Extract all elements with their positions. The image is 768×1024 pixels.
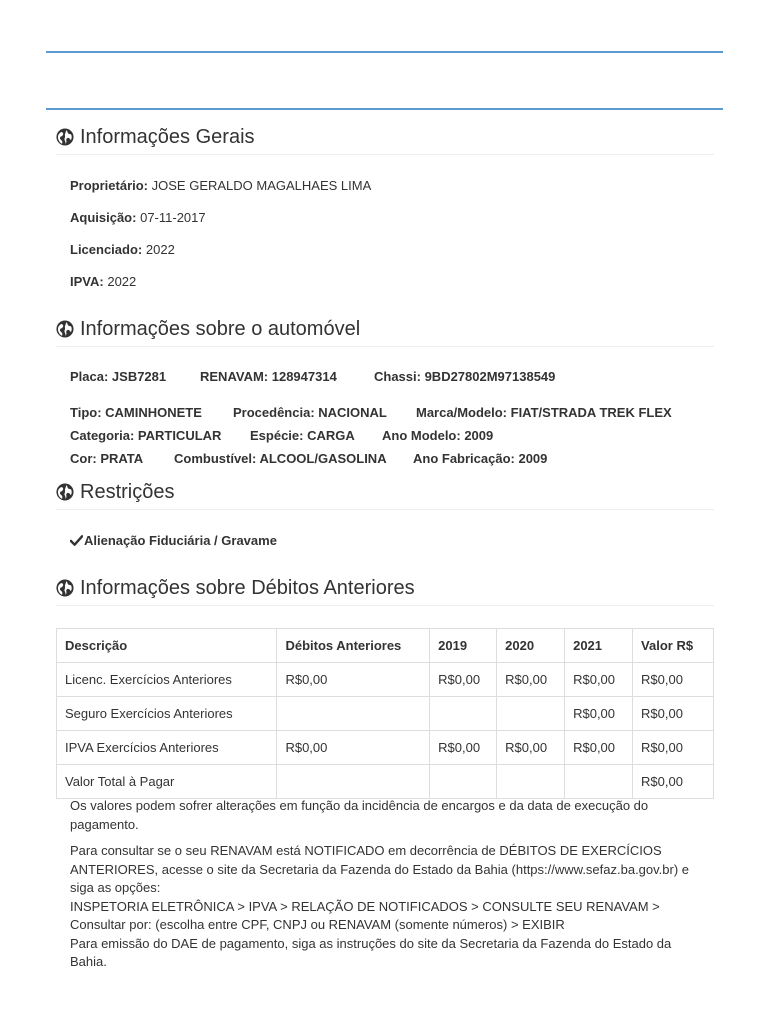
table-cell: R$0,00 [497, 663, 565, 697]
table-cell: R$0,00 [430, 731, 497, 765]
section-header-vehicle [56, 312, 714, 347]
note-paragraph [70, 842, 710, 972]
table-cell: R$0,00 [633, 765, 714, 799]
globe-icon [56, 320, 74, 338]
check-icon [70, 534, 83, 547]
column-header: Valor R$ [633, 629, 714, 663]
owner-field [70, 178, 371, 193]
table-row [57, 663, 714, 697]
table-cell [430, 765, 497, 799]
table-cell: Licenc. Exercícios Anteriores [57, 663, 277, 697]
categoria-value: Categoria: PARTICULAR [70, 428, 222, 443]
table-cell: R$0,00 [430, 663, 497, 697]
table-cell: R$0,00 [497, 731, 565, 765]
panel-top-border [46, 108, 723, 110]
section-title-restrictions: Restrições [80, 480, 175, 503]
ano-modelo-value: Ano Modelo: 2009 [382, 428, 494, 443]
ipva-label: IPVA: [70, 274, 104, 289]
globe-icon [56, 579, 74, 597]
ipva-field [70, 274, 136, 289]
renavam-value: RENAVAM: 128947314 [200, 369, 337, 384]
table-cell [277, 697, 430, 731]
combustivel-value: Combustível: ALCOOL/GASOLINA [174, 451, 387, 466]
note-line: Para emissão do DAE de pagamento, siga as instruções do site da Secretaria da Fazenda do Estado da Bahia. [70, 935, 672, 969]
note-line: INSPETORIA ELETRÔNICA > IPVA > RELAÇÃO DE NOTIFICADOS > CONSULTE SEU RENAVAM > Consultar por: (escolha entre CPF, CNPJ ou RENAVAM (somente números) > EXIBIR [70, 898, 660, 932]
table-cell [497, 765, 565, 799]
section-title-vehicle: Informações sobre o automóvel [80, 317, 361, 340]
note-paragraph: Os valores podem sofrer alterações em função da incidência de encargos e da data de execução do pagamento. [70, 798, 649, 832]
table-cell: Seguro Exercícios Anteriores [57, 697, 277, 731]
ipva-value: 2022 [107, 274, 137, 289]
column-header: Débitos Anteriores [277, 629, 430, 663]
top-divider [46, 51, 723, 53]
section-title-debts: Informações sobre Débitos Anteriores [80, 576, 415, 599]
section-header-debts [56, 571, 714, 606]
column-header: 2020 [497, 629, 565, 663]
table-cell: R$0,00 [277, 663, 430, 697]
table-cell: R$0,00 [633, 731, 714, 765]
table-cell: R$0,00 [565, 731, 633, 765]
table-cell [277, 765, 430, 799]
table-cell: R$0,00 [277, 731, 430, 765]
column-header: 2021 [565, 629, 633, 663]
table-cell: R$0,00 [633, 663, 714, 697]
table-cell [430, 697, 497, 731]
debts-table [56, 628, 714, 799]
notes-block [70, 797, 710, 980]
table-cell: R$0,00 [633, 697, 714, 731]
owner-label: Proprietário: [70, 178, 149, 193]
table-row [57, 731, 714, 765]
procedencia-value: Procedência: NACIONAL [233, 405, 387, 420]
section-header-restrictions [56, 475, 714, 510]
table-cell: IPVA Exercícios Anteriores [57, 731, 277, 765]
table-cell [565, 765, 633, 799]
table-header-row [57, 629, 714, 663]
marca-modelo-value: Marca/Modelo: FIAT/STRADA TREK FLEX [416, 405, 672, 420]
restriction-item [70, 533, 277, 548]
owner-value: JOSE GERALDO MAGALHAES LIMA [151, 178, 372, 193]
table-cell [497, 697, 565, 731]
acquisition-field [70, 210, 206, 225]
chassi-value: Chassi: 9BD27802M97138549 [374, 369, 556, 384]
cor-value: Cor: PRATA [70, 451, 144, 466]
globe-icon [56, 483, 74, 501]
note-line: Para consultar se o seu RENAVAM está NOTIFICADO em decorrência de DÉBITOS DE EXERCÍCIOS ANTERIORES, acesse o site da Secretaria da Fazenda do Estado da Bahia (https://www.sefaz.ba.gov.br) e siga as opções: [70, 843, 690, 895]
column-header: Descrição [57, 629, 277, 663]
section-header-general [56, 120, 714, 155]
acquisition-label: Aquisição: [70, 210, 137, 225]
globe-icon [56, 128, 74, 146]
tipo-value: Tipo: CAMINHONETE [70, 405, 202, 420]
acquisition-value: 07-11-2017 [140, 210, 206, 225]
especie-value: Espécie: CARGA [250, 428, 355, 443]
table-cell: Valor Total à Pagar [57, 765, 277, 799]
licensed-value: 2022 [145, 242, 175, 257]
section-title-general: Informações Gerais [80, 125, 255, 148]
table-cell: R$0,00 [565, 663, 633, 697]
column-header: 2019 [430, 629, 497, 663]
table-row [57, 697, 714, 731]
licensed-label: Licenciado: [70, 242, 143, 257]
table-cell: R$0,00 [565, 697, 633, 731]
table-row-total [57, 765, 714, 799]
ano-fabricacao-value: Ano Fabricação: 2009 [413, 451, 548, 466]
placa-value: Placa: JSB7281 [70, 369, 167, 384]
licensed-field [70, 242, 175, 257]
restriction-label: Alienação Fiduciária / Gravame [84, 533, 277, 548]
